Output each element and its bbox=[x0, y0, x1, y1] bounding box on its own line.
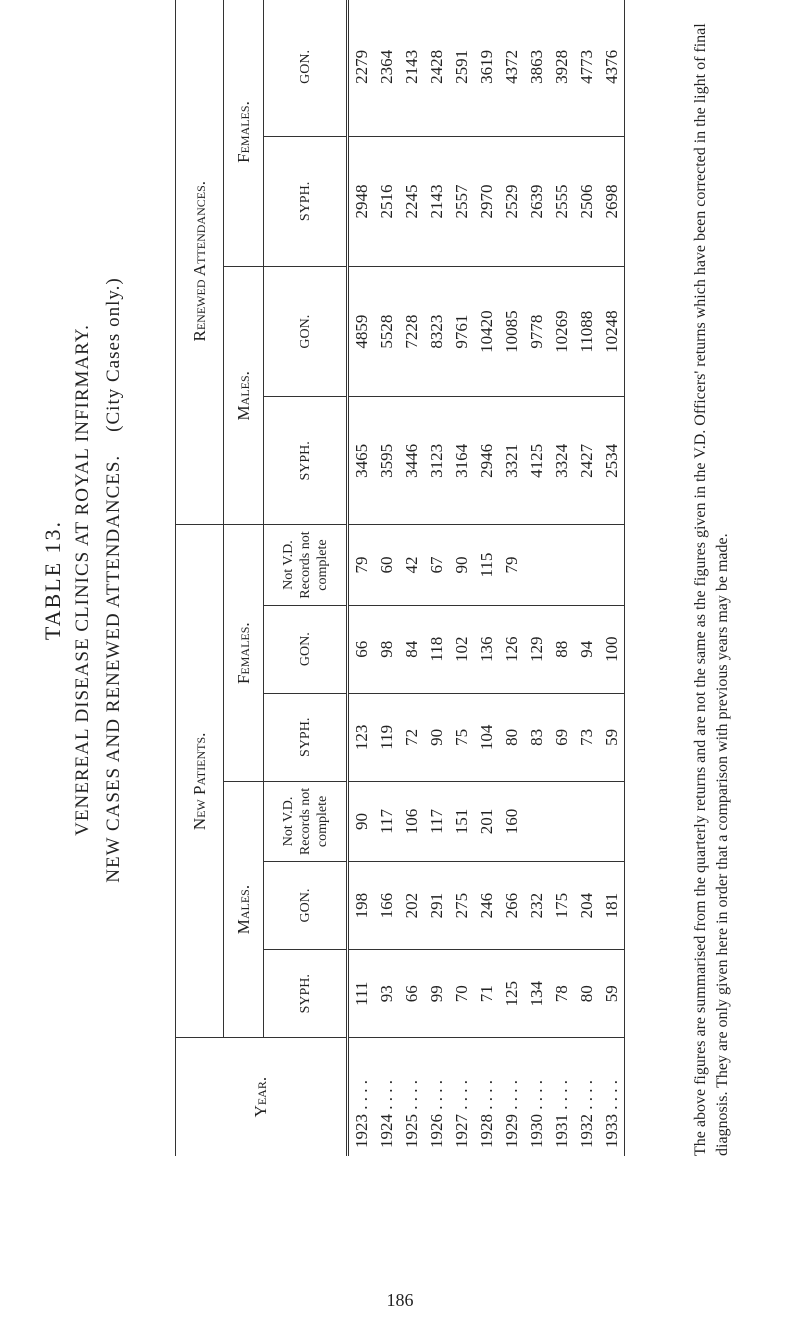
new-patients-header: New Patients. bbox=[176, 525, 224, 1038]
np-m-syph-cell: 111 bbox=[348, 950, 375, 1038]
table-subheading bbox=[103, 0, 125, 1160]
np-f-syph-cell: 119 bbox=[374, 693, 399, 781]
np-m-gon-cell: 181 bbox=[599, 862, 625, 950]
ra-m-gon-cell: 7228 bbox=[399, 267, 424, 397]
np-f-gon-cell: 94 bbox=[574, 605, 599, 693]
year-header: Year. bbox=[176, 1038, 348, 1156]
np-m-gon-cell: 204 bbox=[574, 862, 599, 950]
np-m-gon-cell: 166 bbox=[374, 862, 399, 950]
ra-m-syph-cell: 2946 bbox=[474, 397, 499, 525]
ra-males-header: Males. bbox=[224, 267, 264, 525]
np-m-notvd-cell bbox=[574, 781, 599, 861]
np-f-notvd-cell: 42 bbox=[399, 525, 424, 605]
ra-m-gon-header: GON. bbox=[264, 267, 348, 397]
np-m-syph-cell: 80 bbox=[574, 950, 599, 1038]
not-vd-label: Not V.D. bbox=[280, 796, 296, 847]
ra-f-gon-cell: 2364 bbox=[374, 0, 399, 136]
table-row bbox=[599, 0, 625, 1156]
footnote: The above figures are summarised from the quarterly returns and are not the same as the figures given in the V.D. Officers' returns which have been corrected in the light of final diagnosis. They are only given here in order that a comparison with previous years may be made. bbox=[692, 23, 731, 1156]
np-f-syph-cell: 73 bbox=[574, 693, 599, 781]
np-m-notvd-cell bbox=[524, 781, 549, 861]
table-row bbox=[499, 0, 524, 1156]
np-f-syph-cell: 72 bbox=[399, 693, 424, 781]
ra-m-syph-cell: 3123 bbox=[424, 397, 449, 525]
renewed-attendances-header: Renewed Attendances. bbox=[176, 0, 224, 525]
year-cell: 1933 . . . . bbox=[599, 1038, 625, 1156]
np-m-syph-cell: 59 bbox=[599, 950, 625, 1038]
page-number: 186 bbox=[386, 1290, 414, 1310]
np-f-notvd-cell bbox=[574, 525, 599, 605]
ra-m-syph-cell: 3324 bbox=[549, 397, 574, 525]
ra-f-syph-cell: 2698 bbox=[599, 136, 625, 266]
np-f-gon-cell: 118 bbox=[424, 605, 449, 693]
table-number: TABLE 13. bbox=[40, 519, 65, 641]
np-m-notvd-cell: 117 bbox=[374, 781, 399, 861]
np-m-gon-cell: 198 bbox=[348, 862, 375, 950]
np-m-notvd-cell: 117 bbox=[424, 781, 449, 861]
np-f-gon-cell: 136 bbox=[474, 605, 499, 693]
ra-f-gon-header: GON. bbox=[264, 0, 348, 136]
ra-m-syph-cell: 3164 bbox=[449, 397, 474, 525]
ra-m-gon-cell: 11088 bbox=[574, 267, 599, 397]
np-f-gon-cell: 66 bbox=[348, 605, 375, 693]
subheading-note: (City Cases only.) bbox=[103, 277, 124, 432]
np-m-gon-cell: 232 bbox=[524, 862, 549, 950]
ra-m-gon-cell: 5528 bbox=[374, 267, 399, 397]
year-cell: 1928 . . . . bbox=[476, 1080, 496, 1148]
np-f-notvd-cell bbox=[599, 525, 625, 605]
np-m-notvd-cell: 201 bbox=[474, 781, 499, 861]
ra-f-syph-cell: 2948 bbox=[348, 136, 375, 266]
table-row bbox=[348, 0, 375, 1156]
np-f-gon-cell: 100 bbox=[599, 605, 625, 693]
np-f-notvd-cell: 79 bbox=[348, 525, 375, 605]
np-f-syph-cell: 90 bbox=[424, 693, 449, 781]
np-m-syph-cell: 134 bbox=[524, 950, 549, 1038]
np-f-notvd-cell: 67 bbox=[424, 525, 449, 605]
table-row bbox=[399, 0, 424, 1156]
year-cell: 1927 . . . . bbox=[451, 1080, 471, 1148]
np-m-notvd-cell: 90 bbox=[348, 781, 375, 861]
ra-f-syph-cell: 2506 bbox=[574, 136, 599, 266]
ra-f-syph-header: SYPH. bbox=[264, 136, 348, 266]
table-row bbox=[449, 0, 474, 1156]
ra-f-gon-cell: 2279 bbox=[348, 0, 375, 136]
year-cell: 1924 . . . . bbox=[376, 1080, 396, 1148]
np-m-gon-cell: 246 bbox=[474, 862, 499, 950]
np-m-gon-cell: 202 bbox=[399, 862, 424, 950]
np-f-notvd-cell: 60 bbox=[374, 525, 399, 605]
np-f-gon-cell: 84 bbox=[399, 605, 424, 693]
ra-f-gon-cell: 4773 bbox=[574, 0, 599, 136]
year-cell: 1923 . . . . bbox=[351, 1080, 371, 1148]
np-m-syph-cell: 70 bbox=[449, 950, 474, 1038]
table-row bbox=[524, 0, 549, 1156]
table-row bbox=[549, 0, 574, 1156]
table-row bbox=[474, 0, 499, 1156]
np-m-gon-cell: 175 bbox=[549, 862, 574, 950]
ra-m-syph-cell: 3595 bbox=[374, 397, 399, 525]
ra-m-syph-cell: 2427 bbox=[574, 397, 599, 525]
np-m-gon-cell: 275 bbox=[449, 862, 474, 950]
np-f-syph-cell: 75 bbox=[449, 693, 474, 781]
np-f-notvd-header bbox=[264, 525, 348, 605]
np-f-gon-cell: 98 bbox=[374, 605, 399, 693]
np-f-syph-cell: 69 bbox=[549, 693, 574, 781]
year-cell: 1932 . . . . bbox=[576, 1080, 596, 1148]
np-males-header: Males. bbox=[224, 781, 264, 1037]
ra-m-gon-cell: 10248 bbox=[599, 267, 625, 397]
np-females-header: Females. bbox=[224, 525, 264, 781]
np-m-syph-cell: 71 bbox=[474, 950, 499, 1038]
np-m-syph-cell: 78 bbox=[549, 950, 574, 1038]
ra-m-syph-header: SYPH. bbox=[264, 397, 348, 525]
np-m-syph-cell: 93 bbox=[374, 950, 399, 1038]
year-cell: 1925 . . . . bbox=[401, 1080, 421, 1148]
records-incomplete-label: Records not complete bbox=[297, 787, 330, 856]
table-row bbox=[574, 0, 599, 1156]
np-f-syph-cell: 80 bbox=[499, 693, 524, 781]
ra-f-gon-cell: 2143 bbox=[399, 0, 424, 136]
table-row bbox=[424, 0, 449, 1156]
np-f-notvd-cell bbox=[524, 525, 549, 605]
np-f-gon-header: GON. bbox=[264, 605, 348, 693]
np-f-syph-cell: 123 bbox=[348, 693, 375, 781]
table-row bbox=[374, 0, 399, 1156]
ra-f-syph-cell: 2557 bbox=[449, 136, 474, 266]
np-f-gon-cell: 102 bbox=[449, 605, 474, 693]
np-f-notvd-cell: 79 bbox=[499, 525, 524, 605]
ra-f-syph-cell: 2529 bbox=[499, 136, 524, 266]
ra-m-gon-cell: 10269 bbox=[549, 267, 574, 397]
ra-m-syph-cell: 3465 bbox=[348, 397, 375, 525]
np-f-notvd-cell: 115 bbox=[474, 525, 499, 605]
ra-m-gon-cell: 10420 bbox=[474, 267, 499, 397]
np-f-notvd-cell: 90 bbox=[449, 525, 474, 605]
np-m-notvd-cell bbox=[599, 781, 625, 861]
np-m-notvd-cell: 151 bbox=[449, 781, 474, 861]
np-m-gon-header: GON. bbox=[264, 862, 348, 950]
np-m-gon-cell: 266 bbox=[499, 862, 524, 950]
ra-f-syph-cell: 2245 bbox=[399, 136, 424, 266]
np-m-notvd-cell bbox=[549, 781, 574, 861]
ra-f-syph-cell: 2970 bbox=[474, 136, 499, 266]
np-f-gon-cell: 129 bbox=[524, 605, 549, 693]
np-m-syph-cell: 99 bbox=[424, 950, 449, 1038]
ra-m-gon-cell: 8323 bbox=[424, 267, 449, 397]
ra-m-syph-cell: 4125 bbox=[524, 397, 549, 525]
np-m-notvd-cell: 160 bbox=[499, 781, 524, 861]
attendance-table bbox=[175, 0, 625, 1156]
year-cell: 1931 . . . . bbox=[551, 1080, 571, 1148]
ra-f-syph-cell: 2516 bbox=[374, 136, 399, 266]
ra-f-gon-cell: 3863 bbox=[524, 0, 549, 136]
np-f-syph-cell: 83 bbox=[524, 693, 549, 781]
np-m-syph-header: SYPH. bbox=[264, 950, 348, 1038]
table-heading: VENEREAL DISEASE CLINICS AT ROYAL INFIRMARY. bbox=[72, 324, 93, 836]
np-m-gon-cell: 291 bbox=[424, 862, 449, 950]
ra-m-gon-cell: 9761 bbox=[449, 267, 474, 397]
ra-m-syph-cell: 3446 bbox=[399, 397, 424, 525]
records-incomplete-label: Records not complete bbox=[297, 531, 330, 599]
year-cell: 1930 . . . . bbox=[526, 1080, 546, 1148]
ra-m-syph-cell: 2534 bbox=[599, 397, 625, 525]
np-f-notvd-cell bbox=[549, 525, 574, 605]
np-f-syph-header: SYPH. bbox=[264, 693, 348, 781]
year-cell: 1926 . . . . bbox=[426, 1080, 446, 1148]
not-vd-label: Not V.D. bbox=[280, 540, 296, 590]
ra-f-gon-cell: 2591 bbox=[449, 0, 474, 136]
subheading-text: NEW CASES AND RENEWED ATTENDANCES. bbox=[103, 454, 124, 883]
np-f-syph-cell: 104 bbox=[474, 693, 499, 781]
ra-f-gon-cell: 3928 bbox=[549, 0, 574, 136]
np-f-gon-cell: 88 bbox=[549, 605, 574, 693]
ra-females-header: Females. bbox=[224, 0, 264, 267]
np-m-notvd-header bbox=[264, 781, 348, 861]
ra-m-syph-cell: 3321 bbox=[499, 397, 524, 525]
np-f-syph-cell: 59 bbox=[599, 693, 625, 781]
ra-m-gon-cell: 10085 bbox=[499, 267, 524, 397]
ra-f-syph-cell: 2143 bbox=[424, 136, 449, 266]
np-m-notvd-cell: 106 bbox=[399, 781, 424, 861]
ra-m-gon-cell: 9778 bbox=[524, 267, 549, 397]
year-cell: 1929 . . . . bbox=[501, 1080, 521, 1148]
np-m-syph-cell: 66 bbox=[399, 950, 424, 1038]
np-m-syph-cell: 125 bbox=[499, 950, 524, 1038]
ra-f-syph-cell: 2639 bbox=[524, 136, 549, 266]
ra-m-gon-cell: 4859 bbox=[348, 267, 375, 397]
ra-f-syph-cell: 2555 bbox=[549, 136, 574, 266]
np-f-gon-cell: 126 bbox=[499, 605, 524, 693]
ra-f-gon-cell: 4372 bbox=[499, 0, 524, 136]
ra-f-gon-cell: 3619 bbox=[474, 0, 499, 136]
ra-f-gon-cell: 4376 bbox=[599, 0, 625, 136]
ra-f-gon-cell: 2428 bbox=[424, 0, 449, 136]
